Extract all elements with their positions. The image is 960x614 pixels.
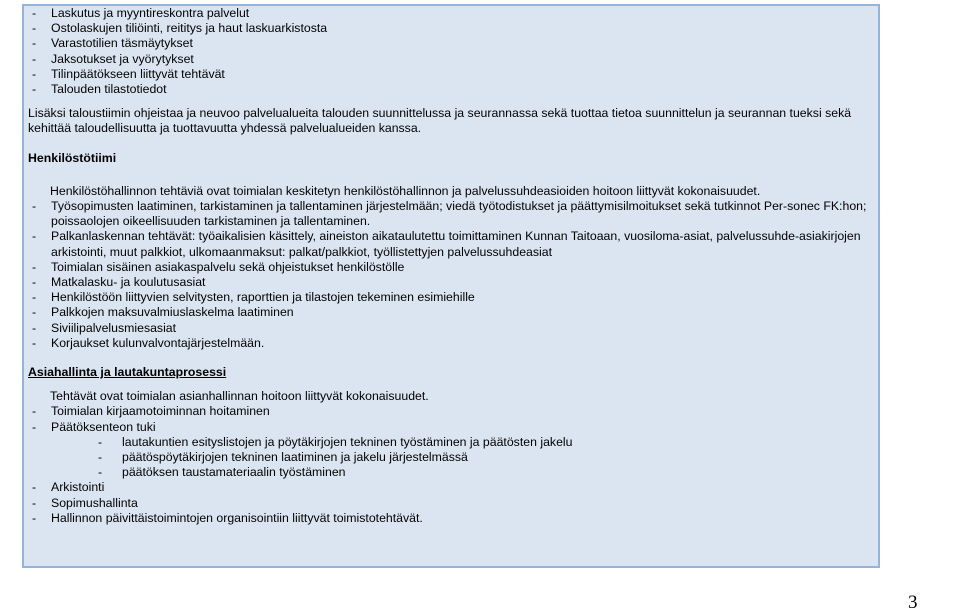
list-item: - Siviilipalvelusmiesasiat (28, 321, 878, 336)
list-item: - Tilinpäätökseen liittyvät tehtävät (28, 67, 878, 82)
list-item: - Sopimushallinta (28, 496, 878, 511)
finance-paragraph: Lisäksi taloustiimin ohjeistaa ja neuvoo palvelualueita talouden suunnittelussa ja seurannassa sekä tuottaa tietoa suunnittelun ja seurannan tueksi sekä kehittää taloudellisuutta ja tuottavuutta yhdessä palvelualueiden kanssa. (28, 106, 852, 136)
list-item: - Laskutus ja myyntireskontra palvelut (28, 6, 878, 21)
list-item: - Päätöksenteon tuki (28, 420, 878, 435)
sub-list-item: - lautakuntien esityslistojen ja pöytäkirjojen tekninen työstäminen ja päätösten jakelu (28, 435, 878, 450)
list-item: - Ostolaskujen tiliöinti, reititys ja haut laskuarkistosta (28, 21, 878, 36)
sub-list-item: - päätöksen taustamateriaalin työstäminen (28, 465, 878, 480)
admin-intro: Tehtävät ovat toimialan asianhallinnan hoitoon liittyvät kokonaisuudet. (50, 389, 429, 404)
list-item: - Henkilöstöön liittyvien selvitysten, raporttien ja tilastojen tekeminen esimiehille (28, 290, 878, 305)
sub-list-item: - päätöspöytäkirjojen tekninen laatiminen ja jakelu järjestelmässä (28, 450, 878, 465)
admin-section-heading: Asiahallinta ja lautakuntaprosessi (28, 365, 227, 380)
list-item: - Palkanlaskennan tehtävät: työaikalisien käsittely, aineiston aikataulutettu toimittaminen Kunnan Taitoaan, vuosiloma-asiat, palvelussuhde-asiakirjojen arkistointi, muut palkkiot, ulkomaanmaksut: palkat/palkkiot, työllistettyjen palvelussuhdeasiat (28, 229, 878, 259)
admin-task-list (28, 404, 878, 526)
list-item: - Hallinnon päivittäistoimintojen organisointiin liittyvät toimistotehtävät. (28, 511, 878, 526)
hr-task-list (28, 199, 878, 351)
hr-intro: Henkilöstöhallinnon tehtäviä ovat toimialan keskitetyn henkilöstöhallinnon ja palvelussuhdeasioiden hoitoon liittyvät kokonaisuudet. (50, 183, 761, 198)
hr-section-heading: Henkilöstötiimi (28, 150, 117, 165)
list-item: - Toimialan kirjaamotoiminnan hoitaminen (28, 404, 878, 419)
list-item: - Matkalasku- ja koulutusasiat (28, 275, 878, 290)
content-area (28, 6, 878, 526)
list-item: - Työsopimusten laatiminen, tarkistaminen ja tallentaminen järjestelmään; viedä työtodistukset ja päättymisilmoitukset sekä tutkinnot Per-sonec FK:hon; poissaolojen oikeellisuuden tarkistaminen ja tallentaminen. (28, 199, 878, 229)
top-list (28, 6, 878, 97)
list-item: - Korjaukset kulunvalvontajärjestelmään. (28, 336, 878, 351)
list-item: - Toimialan sisäinen asiakaspalvelu sekä ohjeistukset henkilöstölle (28, 260, 878, 275)
list-item: - Varastotilien täsmäytykset (28, 36, 878, 51)
page-number: 3 (908, 592, 918, 613)
list-item: - Arkistointi (28, 480, 878, 495)
list-item: - Talouden tilastotiedot (28, 82, 878, 97)
list-item: - Jaksotukset ja vyörytykset (28, 52, 878, 67)
list-item: - Palkkojen maksuvalmiuslaskelma laatiminen (28, 305, 878, 320)
